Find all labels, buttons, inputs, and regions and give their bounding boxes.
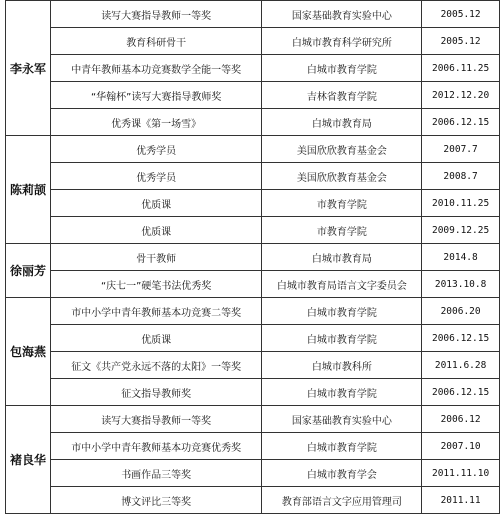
award-org: 国家基础教育实验中心 [262, 406, 422, 433]
award-title: 征文指导教师奖 [50, 379, 262, 406]
award-title: 市中小学中青年教师基本功竞赛优秀奖 [50, 433, 262, 460]
award-org: 教育部语言文字应用管理司 [262, 487, 422, 514]
award-date: 2007.10 [422, 433, 500, 460]
award-title: 骨干教师 [50, 244, 262, 271]
award-org: 美国欣欣教育基金会 [262, 136, 422, 163]
award-title: 书画作品三等奖 [50, 460, 262, 487]
award-date: 2012.12.20 [422, 82, 500, 109]
award-title: 博文评比三等奖 [50, 487, 262, 514]
award-org: 白城市教育学院 [262, 298, 422, 325]
award-title: 教育科研骨干 [50, 28, 262, 55]
award-date: 2007.7 [422, 136, 500, 163]
award-title: 读写大赛指导教师一等奖 [50, 1, 262, 28]
award-org: 白城市教育学院 [262, 325, 422, 352]
table-row [6, 433, 500, 460]
award-title: 优质课 [50, 325, 262, 352]
award-org: 美国欣欣教育基金会 [262, 163, 422, 190]
table-row [6, 190, 500, 217]
table-row [6, 325, 500, 352]
award-date: 2011.6.28 [422, 352, 500, 379]
award-title: 优质课 [50, 217, 262, 244]
award-date: 2014.8 [422, 244, 500, 271]
table-row [6, 55, 500, 82]
award-org: 吉林省教育学院 [262, 82, 422, 109]
table-row [6, 487, 500, 514]
table-row [6, 460, 500, 487]
award-date: 2011.11.10 [422, 460, 500, 487]
award-org: 白城市教育局语言文字委员会 [262, 271, 422, 298]
award-title: 优秀课《第一场雪》 [50, 109, 262, 136]
award-date: 2008.7 [422, 163, 500, 190]
table-row [6, 109, 500, 136]
person-name: 褚良华 [6, 406, 51, 514]
award-org: 白城市教育学院 [262, 379, 422, 406]
table-row [6, 352, 500, 379]
table-row [6, 28, 500, 55]
award-title: 市中小学中青年教师基本功竞赛二等奖 [50, 298, 262, 325]
award-title: 优秀学员 [50, 136, 262, 163]
award-date: 2013.10.8 [422, 271, 500, 298]
award-org: 白城市教育学会 [262, 460, 422, 487]
table-row [6, 406, 500, 433]
award-org: 白城市教育局 [262, 109, 422, 136]
person-name: 徐丽芳 [6, 244, 51, 298]
award-date: 2006.12.15 [422, 109, 500, 136]
award-date: 2005.12 [422, 28, 500, 55]
award-org: 白城市教科所 [262, 352, 422, 379]
award-date: 2009.12.25 [422, 217, 500, 244]
table-row [6, 1, 500, 28]
award-title: “庆七一”硬笔书法优秀奖 [50, 271, 262, 298]
award-org: 国家基础教育实验中心 [262, 1, 422, 28]
award-date: 2006.20 [422, 298, 500, 325]
table-row [6, 244, 500, 271]
award-title: “华翰杯”读写大赛指导教师奖 [50, 82, 262, 109]
award-title: 读写大赛指导教师一等奖 [50, 406, 262, 433]
person-name: 陈莉颉 [6, 136, 51, 244]
person-name: 李永军 [6, 1, 51, 136]
table-row [6, 271, 500, 298]
award-date: 2011.11 [422, 487, 500, 514]
awards-table [5, 0, 500, 514]
award-org: 白城市教育学院 [262, 55, 422, 82]
award-date: 2006.11.25 [422, 55, 500, 82]
table-row [6, 136, 500, 163]
table-row [6, 163, 500, 190]
award-date: 2005.12 [422, 1, 500, 28]
table-row [6, 298, 500, 325]
award-org: 白城市教育局 [262, 244, 422, 271]
award-title: 优质课 [50, 190, 262, 217]
award-org: 白城市教育学院 [262, 433, 422, 460]
award-title: 中青年教师基本功竞赛数学全能一等奖 [50, 55, 262, 82]
person-name: 包海燕 [6, 298, 51, 406]
award-org: 市教育学院 [262, 190, 422, 217]
award-date: 2006.12.15 [422, 379, 500, 406]
award-date: 2006.12.15 [422, 325, 500, 352]
award-date: 2006.12 [422, 406, 500, 433]
award-date: 2010.11.25 [422, 190, 500, 217]
table-row [6, 379, 500, 406]
awards-table-body [6, 1, 500, 514]
award-title: 优秀学员 [50, 163, 262, 190]
award-org: 市教育学院 [262, 217, 422, 244]
table-row [6, 217, 500, 244]
award-title: 征文《共产党永远不落的太阳》一等奖 [50, 352, 262, 379]
award-org: 白城市教育科学研究所 [262, 28, 422, 55]
table-row [6, 82, 500, 109]
